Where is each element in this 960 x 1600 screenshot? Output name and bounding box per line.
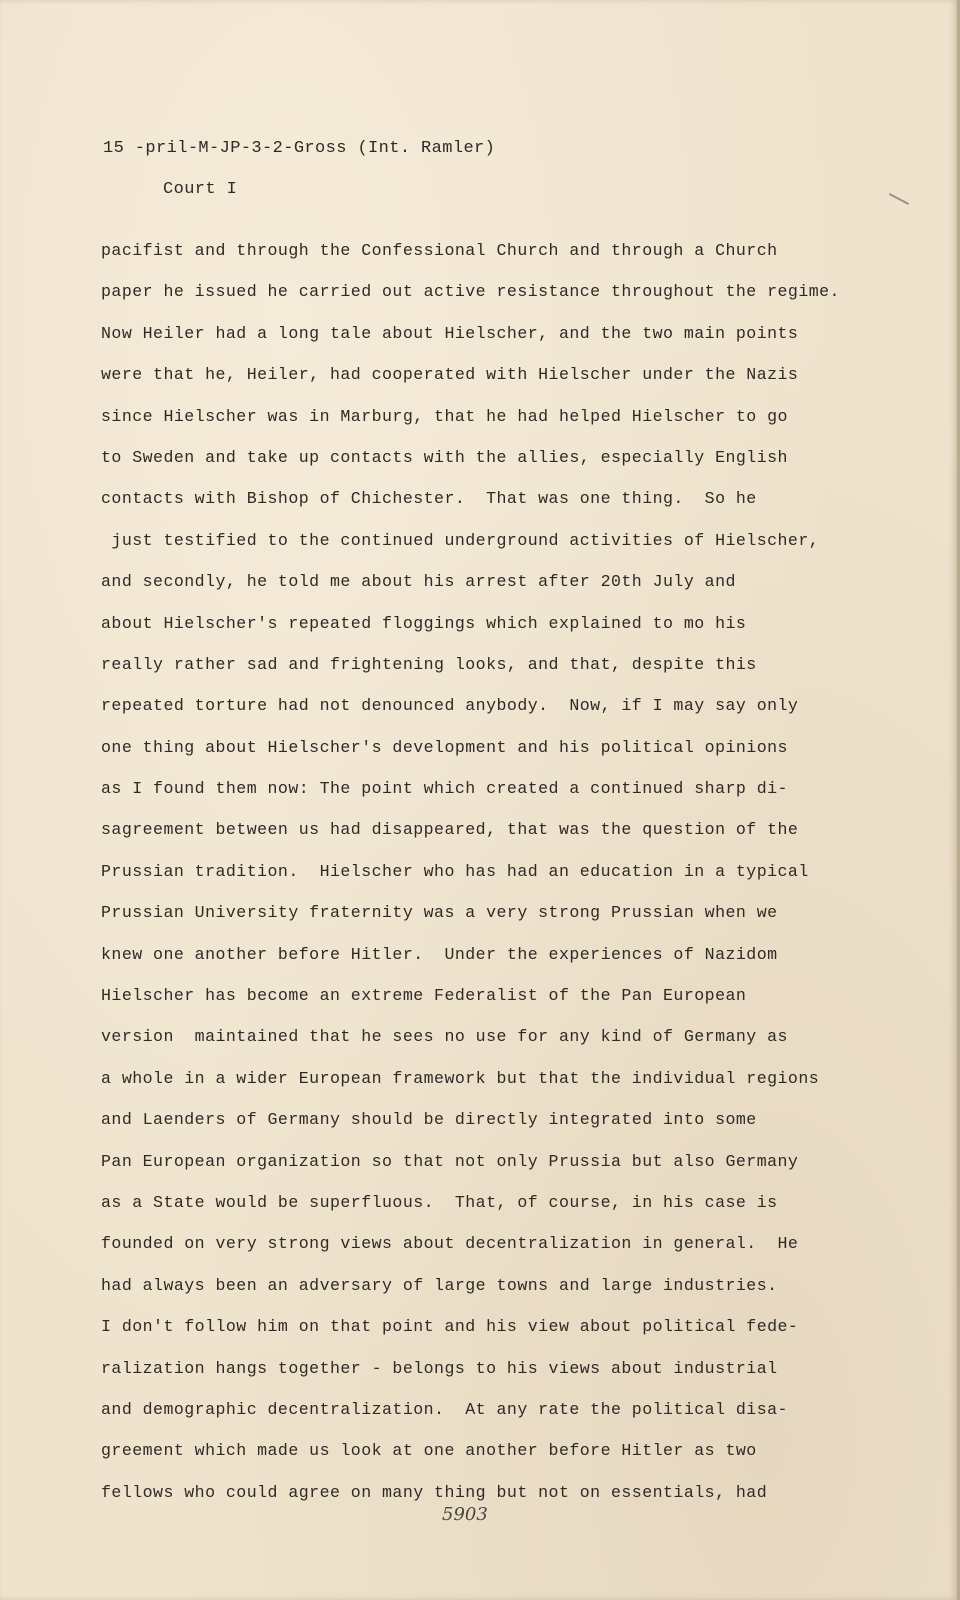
transcript-line: had always been an adversary of large towns and large industries. (101, 1275, 778, 1295)
transcript-line: really rather sad and frightening looks, and that, despite this (101, 654, 757, 674)
transcript-body (101, 241, 840, 1524)
transcript-line: Prussian University fraternity was a very strong Prussian when we (101, 903, 778, 923)
transcript-line: knew one another before Hitler. Under the experiences of Nazidom (101, 944, 778, 964)
transcript-line: Prussian tradition. Hielscher who has had an education in a typical (101, 861, 809, 881)
transcript-line: a whole in a wider European framework but that the individual regions (101, 1068, 820, 1088)
transcript-line: and demographic decentralization. At any rate the political disa- (101, 1399, 788, 1419)
transcript-line: since Hielscher was in Marburg, that he had helped Hielscher to go (101, 406, 788, 426)
transcript-line: about Hielscher's repeated floggings which explained to mo his (101, 613, 747, 633)
transcript-line: version maintained that he sees no use for any kind of Germany as (101, 1027, 788, 1047)
transcript-line: one thing about Hielscher's development and his political opinions (101, 737, 788, 757)
transcript-line: pacifist and through the Confessional Church and through a Church (101, 241, 778, 260)
transcript-line: ralization hangs together - belongs to his views about industrial (101, 1358, 778, 1378)
transcript-line: sagreement between us had disappeared, that was the question of the (101, 820, 799, 840)
document-header: 15 -pril-M-JP-3-2-Gross (Int. Ramler) (103, 139, 496, 158)
transcript-line: were that he, Heiler, had cooperated with Hielscher under the Nazis (101, 365, 799, 385)
transcript-line: founded on very strong views about decentralization in general. He (101, 1234, 799, 1254)
transcript-line: I don't follow him on that point and his view about political fede- (101, 1317, 799, 1337)
transcript-line: to Sweden and take up contacts with the allies, especially English (101, 447, 788, 467)
transcript-line: fellows who could agree on many thing but not on essentials, had (101, 1482, 768, 1502)
transcript-line: paper he issued he carried out active resistance throughout the regime. (101, 282, 840, 302)
transcript-line: Pan European organization so that not only Prussia but also Germany (101, 1151, 799, 1171)
transcript-line: as I found them now: The point which created a continued sharp di- (101, 779, 788, 799)
margin-pencil-mark (889, 193, 909, 205)
page-number: 5903 (442, 1504, 488, 1525)
transcript-line: repeated torture had not denounced anybody. Now, if I may say only (101, 696, 799, 716)
court-label: Court I (163, 180, 238, 199)
transcript-line: contacts with Bishop of Chichester. That was one thing. So he (101, 489, 757, 509)
transcript-line: and secondly, he told me about his arrest after 20th July and (101, 572, 736, 592)
transcript-line: and Laenders of Germany should be directly integrated into some (101, 1110, 757, 1130)
transcript-line: Hielscher has become an extreme Federalist of the Pan European (101, 986, 747, 1006)
transcript-line: Now Heiler had a long tale about Hielscher, and the two main points (101, 323, 799, 343)
transcript-line: as a State would be superfluous. That, of course, in his case is (101, 1192, 778, 1212)
transcript-line: just testified to the continued underground activities of Hielscher, (101, 530, 820, 550)
transcript-line: greement which made us look at one another before Hitler as two (101, 1441, 757, 1461)
